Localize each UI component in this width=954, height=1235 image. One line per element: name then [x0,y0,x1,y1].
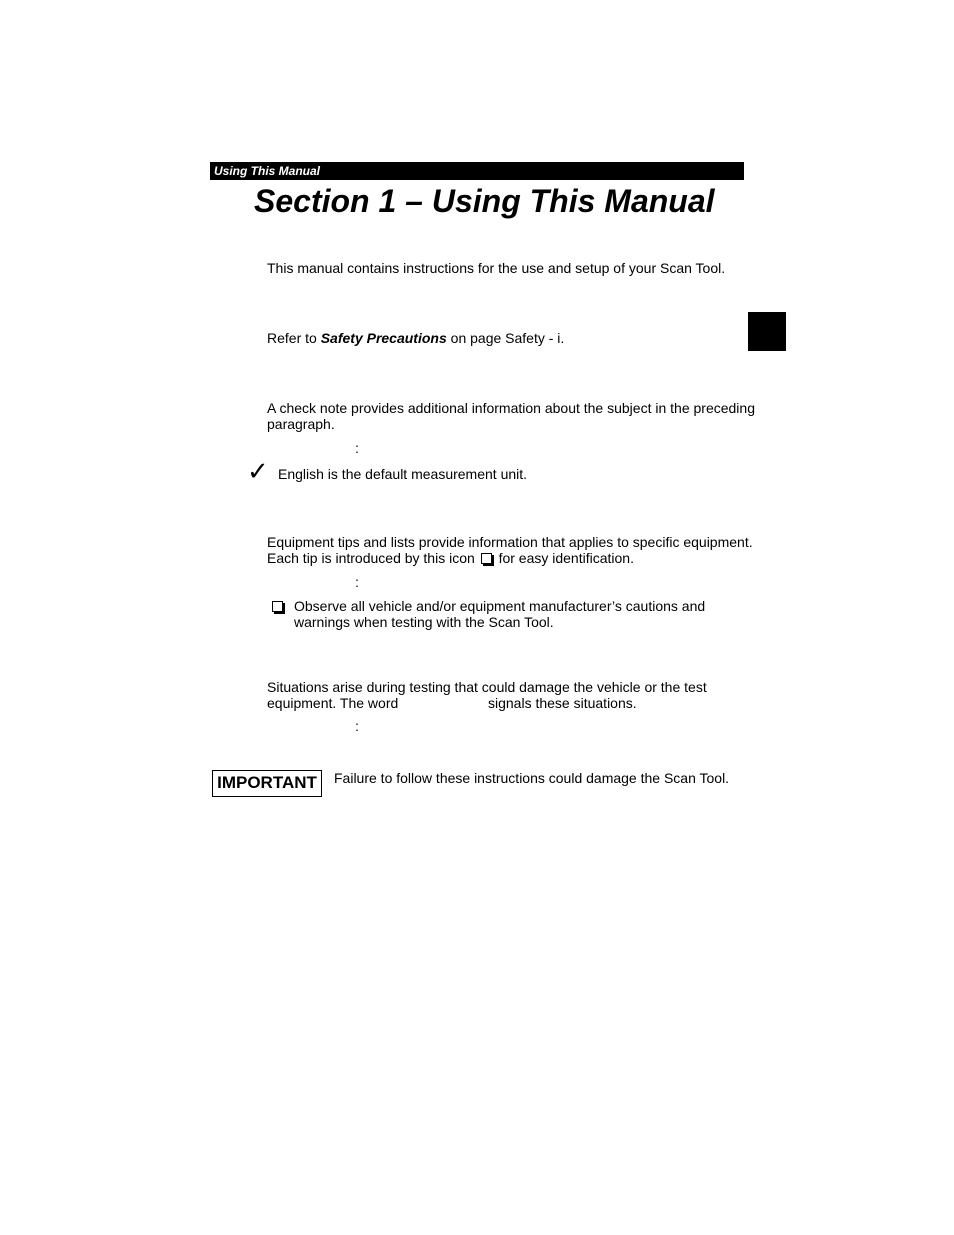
equipment-tips-example-colon: : [355,574,359,590]
equipment-tips-line-2 [267,550,634,566]
important-line-2-prefix: equipment. The word [267,695,399,711]
box-bullet-icon [272,601,283,612]
important-line-1: Situations arise during testing that could damage the vehicle or the test [267,679,707,695]
running-header-bar [210,162,744,180]
equipment-tips-example-line-1: Observe all vehicle and/or equipment manufacturer’s cautions and [294,598,706,614]
equipment-tips-line-2-prefix: Each tip is introduced by this icon [267,550,475,566]
check-note-line-2: paragraph. [267,416,335,432]
intro-paragraph: This manual contains instructions for the use and setup of your Scan Tool. [267,260,726,276]
equipment-tips-line-1: Equipment tips and lists provide information that applies to specific equipment. [267,534,753,550]
equipment-tips-example-line-2: warnings when testing with the Scan Tool. [294,614,554,630]
check-note-line-1: A check note provides additional information about the subject in the preceding [267,400,755,416]
check-note-example-colon: : [355,440,359,456]
section-thumb-tab [748,312,786,351]
equipment-tips-line-2-suffix: for easy identification. [498,550,634,566]
safety-precautions-link[interactable]: Safety Precautions [320,330,447,346]
safety-reference-suffix: on page Safety - i. [446,330,565,346]
checkmark-icon: ✓ [247,457,269,487]
box-bullet-icon [481,553,492,564]
important-label-box [212,770,322,797]
page-title: Section 1 – Using This Manual [254,183,715,219]
safety-reference-prefix: Refer to [267,330,321,346]
important-line-2-suffix: signals these situations. [488,695,637,711]
important-example-colon: : [355,718,359,734]
running-header-label: Using This Manual [214,164,321,178]
check-note-example: English is the default measurement unit. [278,466,528,482]
important-label: IMPORTANT [217,773,317,792]
important-example: Failure to follow these instructions could damage the Scan Tool. [334,770,730,786]
safety-reference [267,330,564,346]
